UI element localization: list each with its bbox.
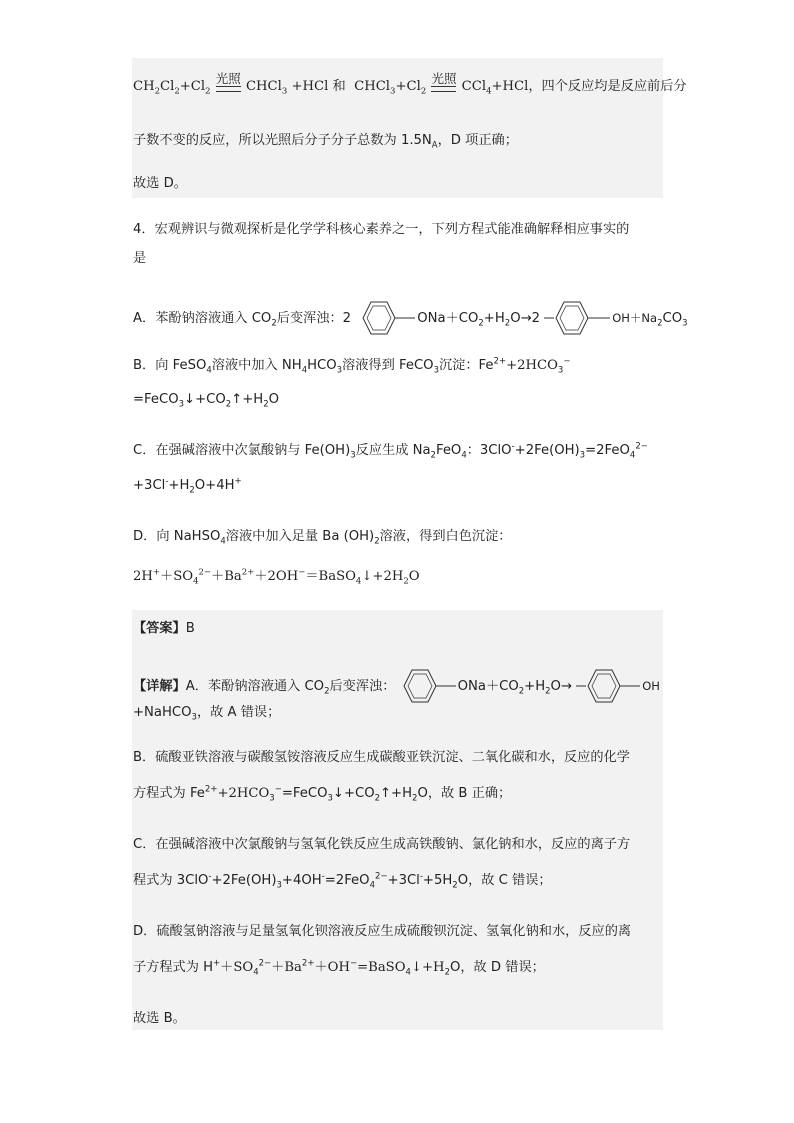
benzene-ring-icon bbox=[544, 300, 612, 336]
detail-b: B．硫酸亚铁溶液与碳酸氢铵溶液反应生成碳酸亚铁沉淀、二氧化碳和水，反应的化学 bbox=[133, 750, 630, 765]
option-c: C．在强碱溶液中次氯酸钠与 $Fe(OH)_3$反应生成 $Na_2FeO_4$：$3ClO^-+2Fe(OH)_3=2FeO_4^{2-}$ bbox=[133, 441, 648, 461]
eq-condition-2: 光照 bbox=[431, 72, 456, 96]
detail-conclusion: 故选 B。 bbox=[133, 1011, 186, 1026]
benzene-ring-icon bbox=[355, 300, 417, 336]
question-stem-cont: 是 bbox=[133, 251, 147, 266]
detail-d: D．硫酸氢钠溶液与足量氢氧化钡溶液反应生成硫酸钡沉淀、氢氧化钠和水，反应的离 bbox=[133, 924, 632, 939]
prev-line-3: 故选 D。 bbox=[133, 176, 187, 191]
detail-b-cont: 方程式为 $Fe^{2+}+2HCO_3^-=FeCO_3↓+CO_2↑+H_2O$，故 B 正确； bbox=[133, 784, 512, 804]
detail-a: 【详解】A．苯酚钠溶液通入 $CO_2$后变浑浊： $ONa+CO_2+H_2O\to$ OH bbox=[133, 668, 660, 704]
option-d: D．向 NaHSO$_4$溶液中加入足量 Ba $(OH)_2$溶液，得到白色沉淀： bbox=[133, 529, 512, 547]
option-a: A．苯酚钠溶液通入 $CO_2$后变浑浊：2 $ONa+CO_2+H_2O\to 2$ $OH+Na_2CO_3$ bbox=[133, 300, 688, 336]
option-c-cont: $+3Cl^-+H_2O+4H^+$ bbox=[133, 476, 242, 496]
detail-d-cont: 子方程式为 $H^++SO_4^{2-}+Ba^{2+}+OH^-=BaSO_4↓+H_2O$，故 D 错误； bbox=[133, 958, 545, 978]
prev-eq-line: $CH_2Cl_2+Cl_2$ 光照 CHCl$_3$ +HCl 和 $CHCl_3+Cl_2$ 光照 CCl$_4$+HCl，四个反应均是反应前后分 bbox=[133, 71, 687, 97]
detail-c-cont: 程式为 $3ClO^-+2Fe(OH)_3+4OH^-=2FeO_4^{2-}+3Cl^-+5H_2O$，故 C 错误； bbox=[133, 871, 552, 891]
benzene-ring-icon bbox=[576, 668, 642, 704]
detail-c: C．在强碱溶液中次氯酸钠与氢氧化铁反应生成高铁酸钠、氯化钠和水，反应的离子方 bbox=[133, 837, 631, 852]
detail-a-cont: +NaHCO$_3$，故 A 错误； bbox=[133, 705, 281, 723]
question-stem: 4．宏观辨识与微观探析是化学学科核心素养之一，下列方程式能准确解释相应事实的 bbox=[133, 222, 630, 237]
option-d-eq: $2H^++SO_4^{2-}+Ba^{2+}+2OH^-=BaSO_4↓+2H_2O$ bbox=[133, 567, 420, 587]
option-b-cont: $=FeCO_3↓+CO_2↑+H_2O$ bbox=[133, 392, 279, 410]
prev-line-2: 子数不变的反应，所以光照后分子分子总数为 $1.5N_A$，D 项正确； bbox=[133, 133, 518, 151]
eq-condition-1: 光照 bbox=[216, 72, 241, 96]
benzene-ring-icon bbox=[400, 668, 458, 704]
answer-line: 【答案】B bbox=[133, 621, 195, 636]
option-b: B．向 FeSO$_4$溶液中加入 $NH_4HCO_3$溶液得到 FeCO$_3$沉淀：$Fe^{2+}+2HCO_3^-$ bbox=[133, 356, 571, 376]
